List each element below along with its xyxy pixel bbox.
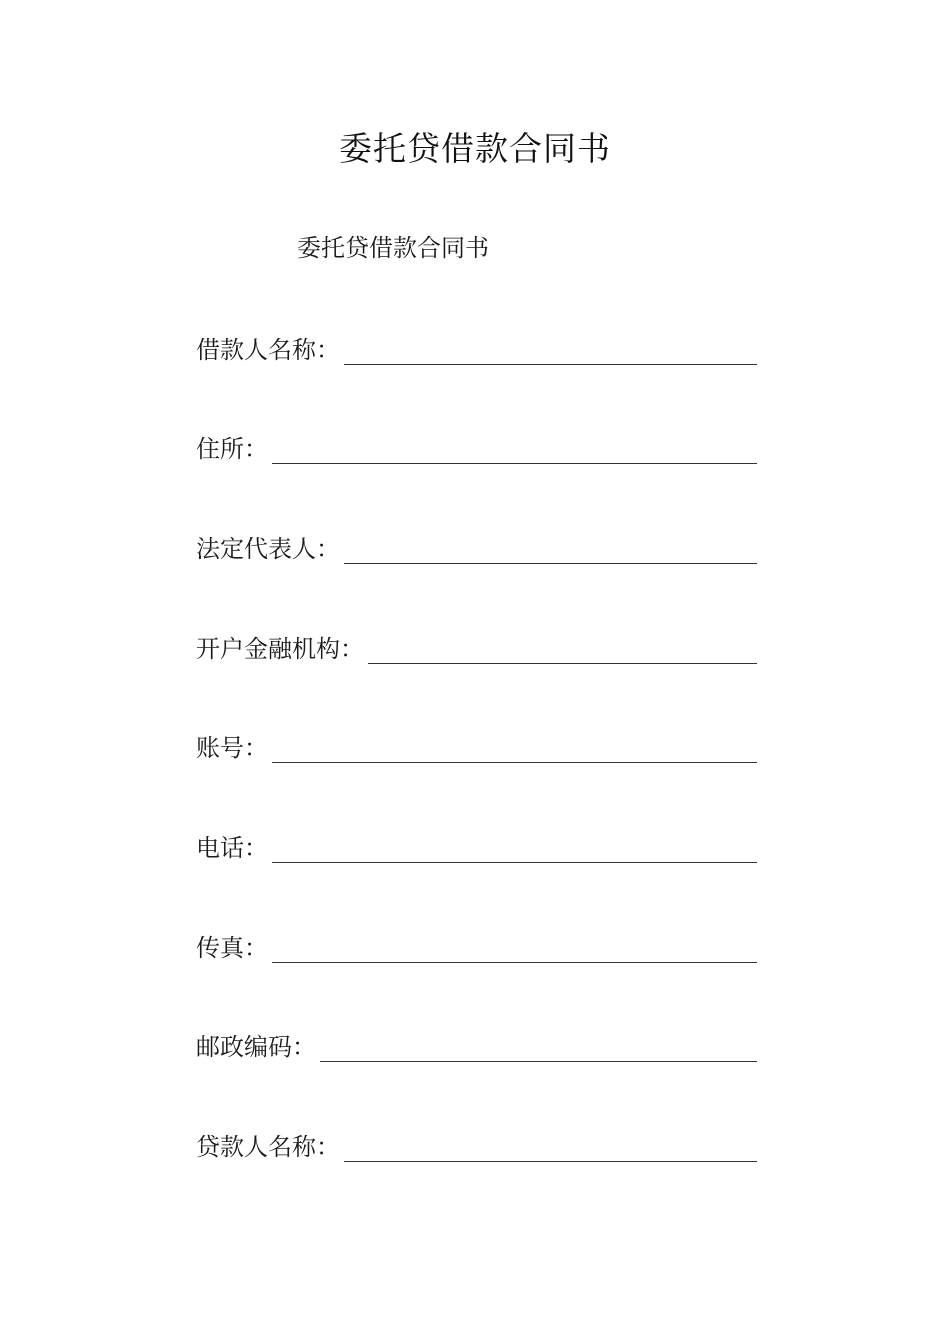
field-phone — [196, 825, 757, 865]
field-address — [196, 426, 757, 466]
fill-in-blank — [272, 938, 757, 963]
field-label: 账号： — [196, 734, 268, 762]
document-subtitle: 委托贷借款合同书 — [297, 234, 489, 262]
fill-in-blank — [272, 838, 757, 863]
document-title: 委托贷借款合同书 — [339, 129, 611, 168]
field-fax — [196, 925, 757, 965]
field-label: 开户金融机构： — [196, 635, 364, 663]
field-account-number — [196, 725, 757, 765]
field-label: 电话： — [196, 834, 268, 862]
field-label: 传真： — [196, 934, 268, 962]
field-label: 借款人名称： — [196, 336, 340, 364]
fill-in-blank — [344, 340, 757, 365]
field-label: 住所： — [196, 435, 268, 463]
field-lender-name — [196, 1124, 757, 1164]
fill-in-blank — [272, 439, 757, 464]
fill-in-blank — [344, 539, 757, 564]
fill-in-blank — [344, 1137, 757, 1162]
fill-in-blank — [368, 639, 757, 664]
field-label: 贷款人名称： — [196, 1133, 340, 1161]
field-label: 法定代表人： — [196, 535, 340, 563]
field-bank — [196, 626, 757, 666]
fill-in-blank — [272, 738, 757, 763]
field-legal-representative — [196, 526, 757, 566]
field-label: 邮政编码： — [196, 1033, 316, 1061]
fill-in-blank — [320, 1037, 757, 1062]
field-postal-code — [196, 1024, 757, 1064]
field-borrower-name — [196, 327, 757, 367]
